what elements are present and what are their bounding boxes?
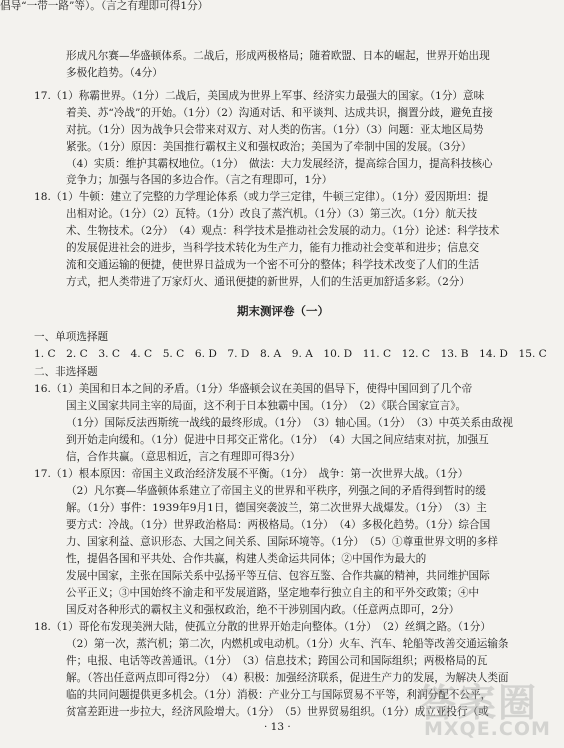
answer-line: 18.（1）牛顿：建立了完整的力学理论体系（或力学三定律，牛顿三定律）。（1分）爱因斯坦：提 <box>34 191 489 203</box>
answer-line: 性，提倡各国和平共处、合作共赢，构建人类命运共同体；②中国作为最大的 <box>66 553 427 565</box>
watermark-url: MXQE.COM <box>424 718 551 740</box>
answer-line: 力、国家利益、意识形态、大国之间关系、国际环境等。（1分） （5）①尊重世界文明的多样 <box>66 536 498 548</box>
answer-line: 竞争力；加强与各国的多边合作。（言之有理即可，1分） <box>66 174 333 186</box>
answer-line: 信，合作共赢。（意思相近，言之有理即可得3分） <box>66 451 301 463</box>
answer-line: 术、生物技术。（2分） （4）观点：科学技术是推动社会发展的动力。（1分）论述：科学技术 <box>66 225 500 237</box>
answer-line: 流和交通运输的便捷，使世界日益成为一个密不可分的整体；科学技术改变了人们的生活 <box>66 259 480 271</box>
answer-line: 解。（答出任意两点即可得2分） （4）积极：加强经济联系，促进生产力的发展，为解决人类面 <box>66 672 509 684</box>
answer-line: 对抗。（1分）因为战争只会带来对双方、对人类的伤害。（1分）（3）问题：亚太地区局势 <box>66 124 484 136</box>
answer-line: 公平正义；③中国始终不渝走和平发展道路，坚定地奉行独立自主的和平外交政策；④中 <box>66 587 480 599</box>
answer-line: 到开始走向缓和。（1分）促进中日邦交正常化。（1分） （4）大国之间应结束对抗，加强互 <box>66 434 489 446</box>
answer-line: 一、单项选择题 <box>34 331 109 343</box>
answer-line: 国反对各种形式的霸权主义和强权政治，绝不干涉别国内政。（任意两点即可，2分） <box>66 604 460 616</box>
answer-line: 1. C 2. C 3. C 4. C 5. C 6. D 7. D 8. A 9. A 10. D 11. C 12. C 13. B 14. D 15. C <box>34 348 547 360</box>
answer-line: 多极化趋势。（4分） <box>66 67 163 79</box>
answer-line: 紧张。（1分）原因：美国推行霸权主义和强权政治；美国为了牵制中国的发展。（3分） <box>66 141 472 153</box>
answer-line: 的发展促进社会的进步，当科学技术转化为生产力，能有力推动社会变革和进步；信息交 <box>66 242 480 254</box>
answer-line: 发展中国家，主张在国际关系中弘扬平等互信、包容互鉴、合作共赢的精神，共同维护国际 <box>66 570 490 582</box>
answer-line: 17.（1）称霸世界。（1分）二战后，美国成为世界上军事、经济实力最强大的国家。（1分）意味 <box>34 90 485 102</box>
page-number: · 13 · <box>264 721 291 733</box>
answer-line: 形成凡尔赛—华盛顿体系。二战后，形成两极格局；随着欧盟、日本的崛起，世界开始出现 <box>66 50 490 62</box>
answer-line: 出相对论。（1分）（2）瓦特。（1分）改良了蒸汽机。（1分）（3）第三次。（1分）航天技 <box>66 208 478 220</box>
answer-line: （1分）国际反法西斯统一战线的最终形成。（1分） （3）轴心国。（1分） （3）中英关系由敌视 <box>66 417 513 429</box>
answer-line: 要方式：冷战。（1分）世界政治格局：两极格局。（1分） （4）多极化趋势。（1分）综合国 <box>66 519 491 531</box>
answer-line: 着美、苏“冷战”的开始。（1分）（2）沟通对话、和平谈判、达成共识，搁置分歧，避免直接 <box>66 107 493 119</box>
answer-line: 18.（1）哥伦布发现美洲大陆，使孤立分散的世界开始走向整体。（1分） （2）丝绸之路。（1分） <box>34 621 491 633</box>
answer-line: 件；电报、电话等改善通讯。（1分） （3）信息技术；跨国公司和国际组织；两极格局的瓦 <box>66 655 488 667</box>
answer-line: 倡导“一带一路”等）。（言之有理即可得1分） <box>0 0 209 12</box>
exam-title: 期末测评卷（一） <box>237 304 329 318</box>
watermark-text: 答案圈 <box>418 681 539 725</box>
answer-line: 16.（1）美国和日本之间的矛盾。（1分）华盛顿会议在美国的倡导下，使得中国回到了几个帝 <box>34 383 473 395</box>
answer-line: 解。（1分）事件：1939年9月1日，德国突袭波兰，第二次世界大战爆发。（1分） （3）主 <box>66 502 487 514</box>
answer-line: （4）实质：维护其霸权地位。（1分） 做法：大力发展经济，提高综合国力，提高科技核心 <box>66 158 493 170</box>
answer-line: 国主义国家共同主宰的局面，这不利于日本独霸中国。（1分） （2）《联合国家宣言》。 <box>66 400 467 412</box>
answer-line: （2）凡尔赛—华盛顿体系建立了帝国主义的世界和平秩序，列强之间的矛盾得到暂时的缓 <box>66 485 486 497</box>
answer-line: 二、非选择题 <box>34 366 98 378</box>
watermark-logo <box>390 672 558 744</box>
answer-line: （2）第一次，蒸汽机；第二次，内燃机或电动机。（1分）火车、汽车、轮船等改善交通运输条 <box>66 638 509 650</box>
answer-line: 贫富差距进一步拉大，经济风险增大。（1分） （5）世界贸易组织。（1分）成立亚投行（或 <box>66 706 489 718</box>
answer-line: 方式，把人类带进了万家灯火、通讯便捷的新世界，人们的生活更加舒适多彩。（2分） <box>66 276 470 288</box>
answer-line: 临的共同问题提供更多机会。（1分）消极：产业分工与国际贸易不平等，利润分配不公平， <box>66 689 492 701</box>
answer-line: 17.（1）根本原因：帝国主义政治经济发展不平衡。（1分） 战争：第一次世界大战。（1分） <box>34 468 469 480</box>
